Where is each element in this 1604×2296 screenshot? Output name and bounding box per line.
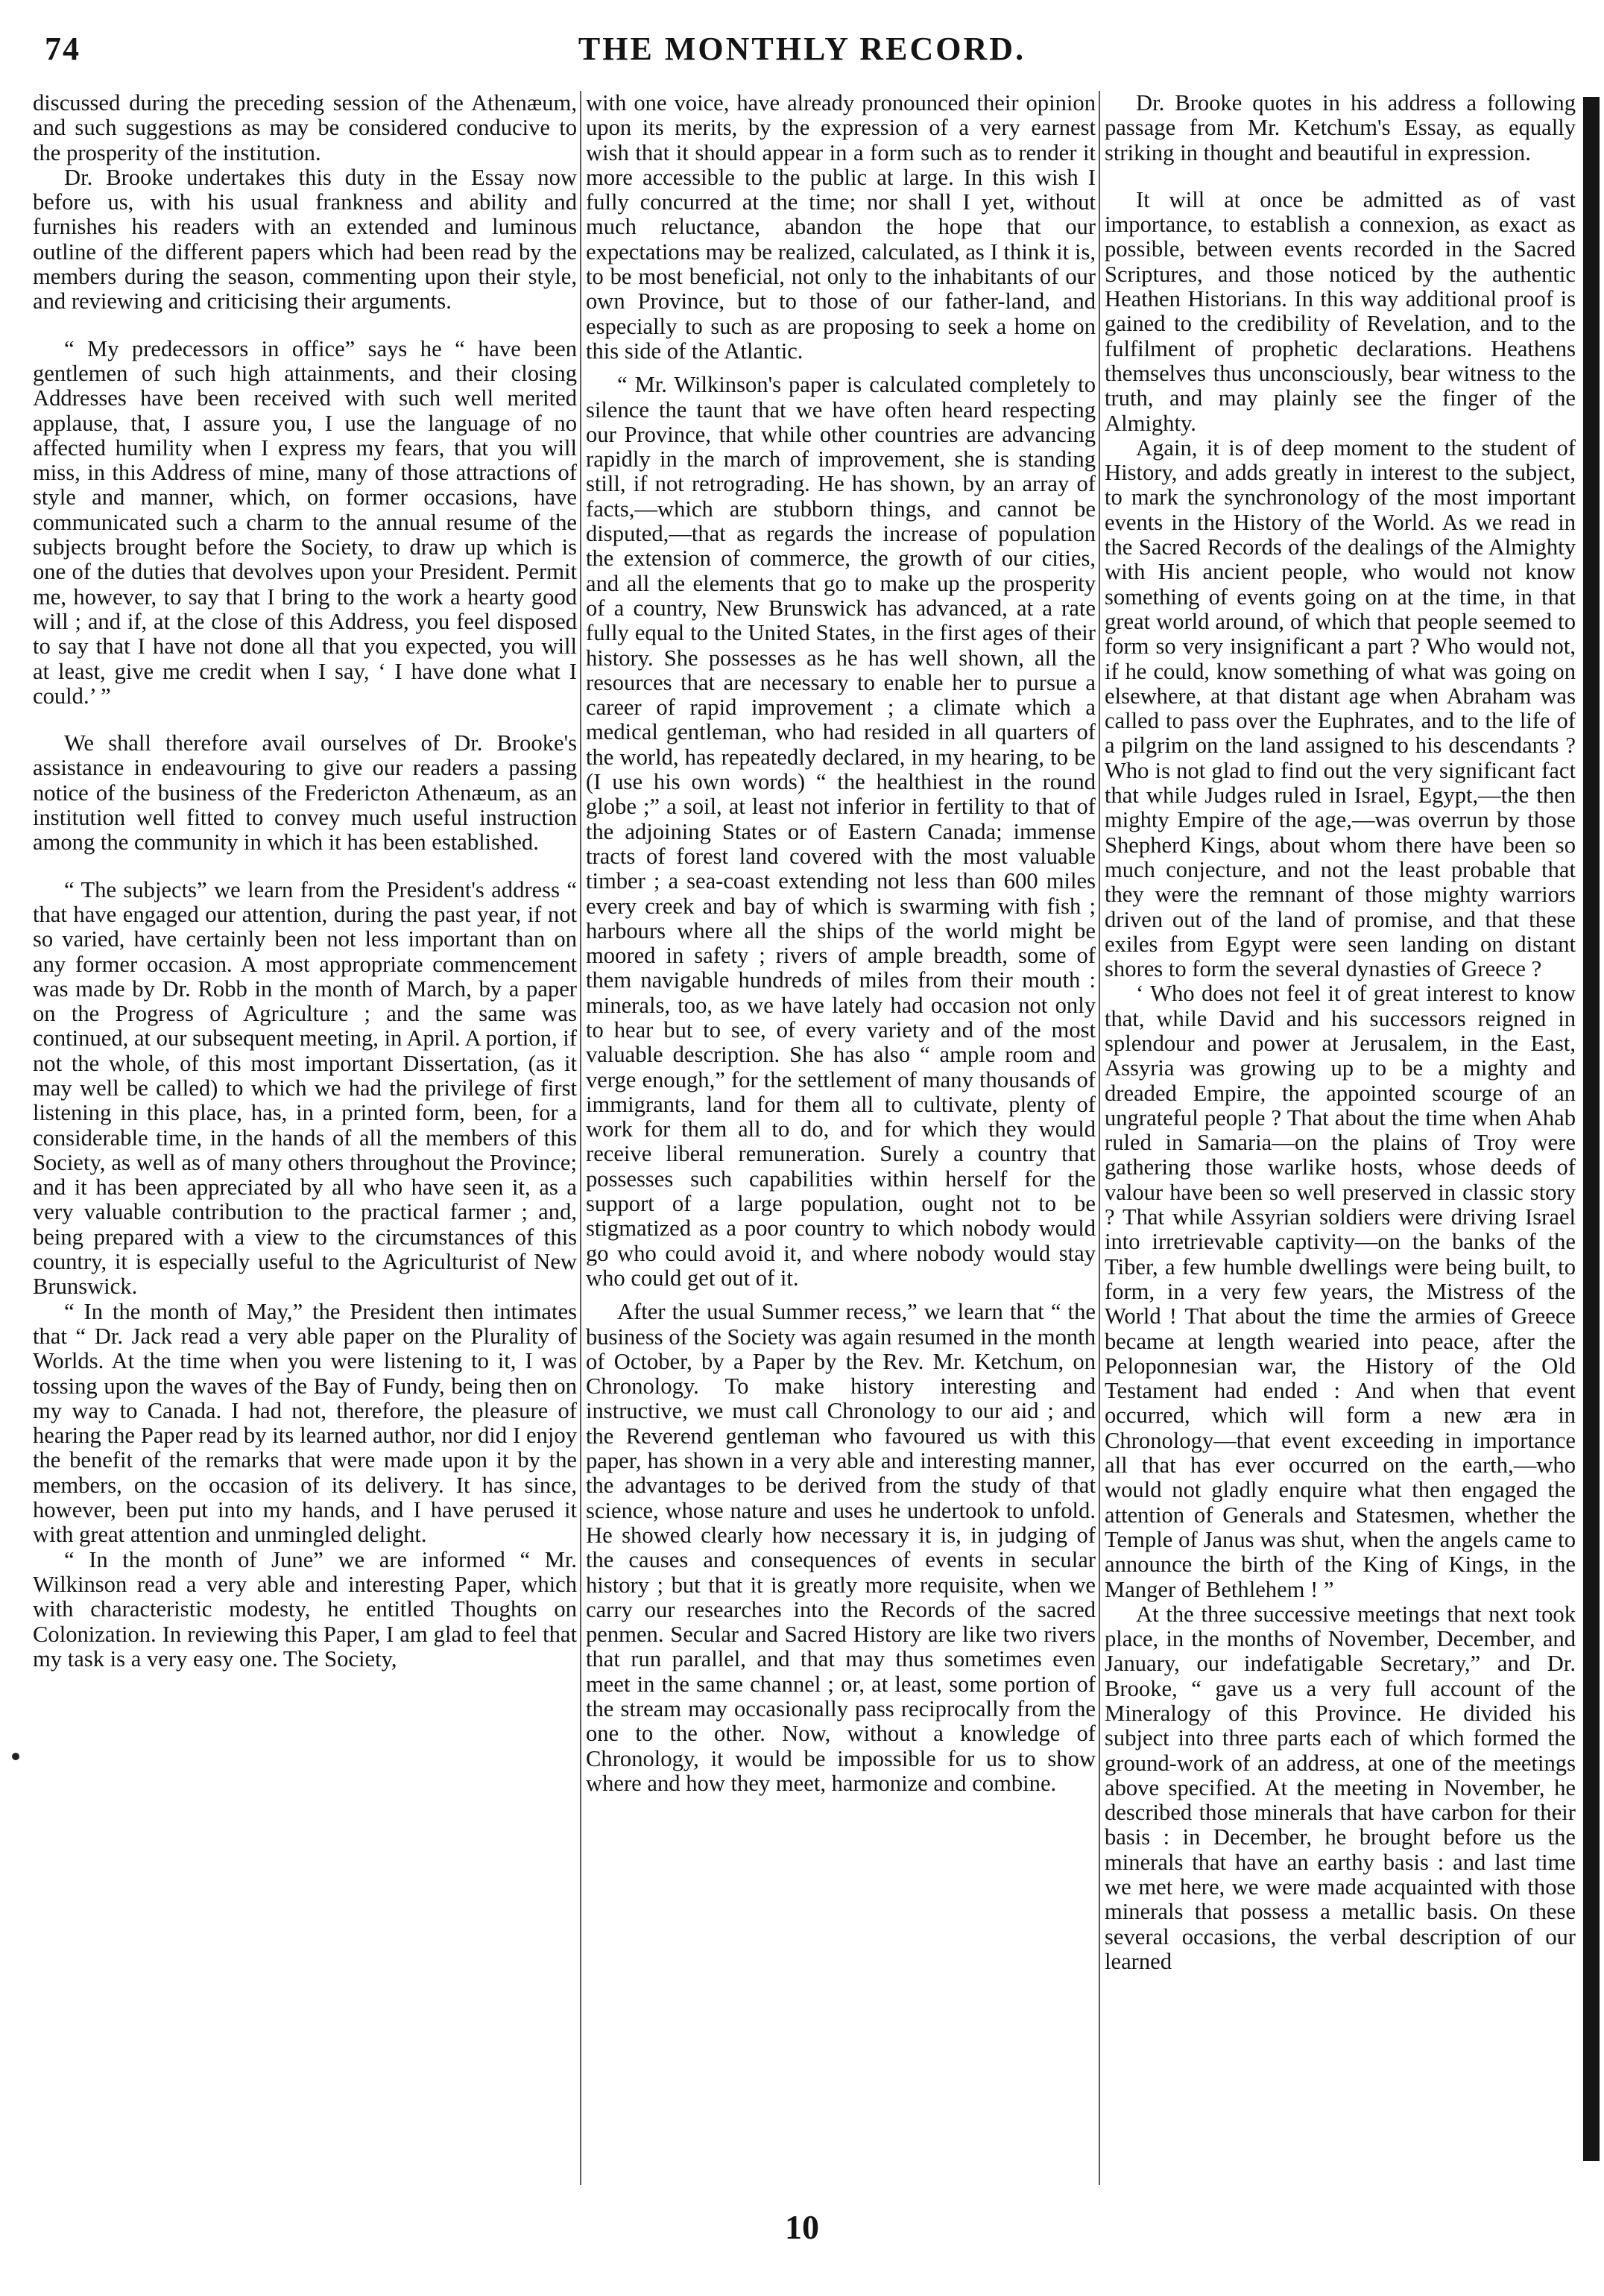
- column-rule-right: [1099, 91, 1100, 2185]
- paragraph: discussed during the preceding session of the Athenæum, and such suggestions as may be considered conducive to the prosperity of the institution.: [33, 91, 577, 165]
- paragraph: At the three successive meetings that next took place, in the months of November, December, and January, our indefatigable Secretary,” and Dr. Brooke, “ gave us a very full account of the Mineralogy of this Province. He divided his subject into three parts each of which formed the ground-work of an address, at one of the meetings above specified. At the meeting in November, he described those minerals that have carbon for their basis : in December, he brought before us the minerals that have an earthy basis : and last time we met here, we were made acquainted with those minerals that possess a metallic basis. On these several occasions, the verbal description of our learned: [1105, 1601, 1576, 1974]
- paragraph: Dr. Brooke quotes in his address a following passage from Mr. Ketchum's Essay, as equally striking in thought and beautiful in expression.: [1105, 91, 1576, 165]
- quoted-paragraph: ‘ Who does not feel it of great interest to know that, while David and his successors reigned in splendour and power at Jerusalem, in the East, Assyria was growing up to be a mighty and dreaded Empire, the appointed scourge of an ungrateful people ? That about the time when Ahab ruled in Samaria—on the plains of Troy were gathering those warlike hosts, whose deeds of valour have been so well preserved in classic story ? That while Assyrian soldiers were driving Israel into irretrievable captivity—on the banks of the Tiber, a few humble dwellings were being built, to form, in a very few years, the Mistress of the World ! That about the time the armies of Greece became at length wearied into peace, after the Peloponnesian war, the History of the Old Testament had ended : And when that event occurred, which will form a new æra in Chronology—that event exceeding in importance all that has ever occurred on the earth,—who would not gladly enquire what then engaged the attention of Generals and Statesmen, whether the Temple of Janus was shut, when the angels came to announce the birth of the King of Kings, in the Manger of Bethlehem ! ”: [1105, 981, 1576, 1602]
- quoted-paragraph: “ Mr. Wilkinson's paper is calculated completely to silence the taunt that we have often heard respecting our Province, that while other countries are advancing rapidly in the march of improvement, she is standing still, if not retrograding. He has shown, by an array of facts,—which are stubborn things, and cannot be disputed,—that as regards the increase of population the extension of commerce, the growth of our cities, and all the elements that go to make up the prosperity of a country, New Brunswick has advanced, at a rate fully equal to the United States, in the first ages of their history. She possesses as he has well shown, all the resources that are necessary to enable her to pursue a career of rapid improvement ; a climate which a medical gentleman, who had resided in all quarters of the world, has repeatedly declared, in my hearing, to be (I use his own words) “ the healthiest in the round globe ;” a soil, at least not inferior in fertility to that of the adjoining States or of Eastern Canada; immense tracts of forest land covered with the most valuable timber ; a sea-coast extending not less than 600 miles every creek and bay of which is swarming with fish ; harbours where all the ships of the world might be moored in safety ; rivers of ample breadth, some of them navigable hundreds of miles from their mouth : minerals, too, as we have lately had occasion not only to hear but to see, of every variety and of the most valuable description. She has also “ ample room and verge enough,” for the settlement of many thousands of immigrants, land for them all to cultivate, plenty of work for them all to do, and for which they would receive liberal remuneration. Surely a country that possesses such capabilities within herself for the support of a large population, ought not to be stigmatized as a poor country to which nobody would go who could avoid it, and where nobody would stay who could get out of it.: [586, 372, 1096, 1291]
- quoted-paragraph: “ My predecessors in office” says he “ have been gentlemen of such high attainments, and their closing Addresses have been received with such well merited applause, that, I assure you, I use the language of no affected humility when I express my fears, that you will miss, in this Address of mine, many of those attractions of style and manner, which, on former occasions, have communicated such a charm to the annual resume of the subjects brought before the Society, to draw up which is one of the duties that devolves upon your President. Permit me, however, to say that I bring to the work a hearty good will ; and if, at the close of this Address, you feel disposed to say that I have not done all that you expected, you will at least, give me credit when I say, ‘ I have done what I could.’ ”: [33, 335, 577, 709]
- quoted-paragraph: Again, it is of deep moment to the student of History, and adds greatly in interest to the subject, to mark the synchronology of the most important events in the History of the World. As we read in the Sacred Records of the dealings of the Almighty with His ancient people, who would not know something of events going on at the time, in that great world around, of which that people seemed to form so very insignificant a part ? Who would not, if he could, know something of what was going on elsewhere, at that distant age when Abraham was called to pass over the Euphrates, and to the life of a pilgrim on the land assigned to his descendants ? Who is not glad to find out the very significant fact that while Judges ruled in Israel, Egypt,—the then mighty Empire of the age,—was overrun by those Shepherd Kings, about whom there have been so much conjecture, and not the least probable that they were the remnant of those mighty warriors driven out of the land of promise, and that these exiles from Egypt were seen landing on distant shores to form the several dynasties of Greece ?: [1105, 434, 1576, 982]
- running-head: THE MONTHLY RECORD.: [578, 31, 1026, 67]
- paragraph: After the usual Summer recess,” we learn that “ the business of the Society was again resumed in the month of October, by a Paper by the Rev. Mr. Ketchum, on Chronology. To make history interesting and instructive, we must call Chronology to our aid ; and the Reverend gentleman who favoured us with this paper, has shown in a very able and interesting manner, the advantages to be derived from the study of that science, whose nature and uses he undertook to unfold. He showed clearly how necessary it is, in judging of the causes and consequences of events in secular history ; but that it is greatly more requisite, when we carry our researches into the Records of the sacred penmen. Secular and Sacred History are like two rivers that run parallel, and that may thus sometimes even meet in the same channel ; or, at least, some portion of the stream may occasionally pass reciprocally from the one to the other. Now, without a knowledge of Chronology, it would be impossible for us to show where and how they meet, harmonize and combine.: [586, 1299, 1096, 1796]
- scan-edge-shadow: [1583, 97, 1600, 2161]
- text-column-3: [1105, 91, 1576, 2185]
- column-rule-left: [580, 91, 581, 2185]
- text-column-1: [33, 91, 577, 2185]
- quoted-paragraph: “ In the month of June” we are informed “ Mr. Wilkinson read a very able and interesting Paper, which with characteristic modesty, he entitled Thoughts on Colonization. In reviewing this Paper, I am glad to feel that my task is a very easy one. The Society,: [33, 1546, 577, 1672]
- quoted-paragraph: “ The subjects” we learn from the President's address “ that have engaged our attention, during the past year, if not so varied, have certainly been not less important than on any former occasion. A most appropriate commencement was made by Dr. Robb in the month of March, by a paper on the Progress of Agriculture ; and the same was continued, at our subsequent meeting, in April. A portion, if not the whole, of this most important Dissertation, (as it may well be called) to which we had the privilege of first listening in this place, has, in a printed form, been, for a considerable time, in the hands of all the members of this Society, as well as of many others throughout the Province; and it has been appreciated by all who have seen it, as a very valuable contribution to the practical farmer ; and, being prepared with a view to the circumstances of this country, it is especially useful to the Agriculturist of New Brunswick.: [33, 876, 577, 1300]
- quoted-paragraph: with one voice, have already pronounced their opinion upon its merits, by the expression of a very earnest wish that it should appear in a form such as to render it more accessible to the public at large. In this wish I fully concurred at the time; nor shall I yet, without much reluctance, abandon the hope that our expectations may be realized, calculated, as I think it is, to be most beneficial, not only to the inhabitants of our own Province, but to those of our father-land, and especially to such as are proposing to seek a home on this side of the Atlantic.: [586, 91, 1096, 364]
- text-column-2: [586, 91, 1096, 2185]
- page-number: 74: [45, 31, 80, 67]
- scan-margin-mark: [12, 1753, 19, 1760]
- paragraph: Dr. Brooke undertakes this duty in the Essay now before us, with his usual frankness and ability and furnishes his readers with an extended and luminous outline of the different papers which had been read by the members during the season, commenting upon their style, and reviewing and criticising their arguments.: [33, 164, 577, 314]
- quoted-paragraph: It will at once be admitted as of vast importance, to establish a connexion, as exact as possible, between events recorded in the Sacred Scriptures, and those noticed by the authentic Heathen Historians. In this way additional proof is gained to the credibility of Revelation, and to the fulfilment of prophetic declarations. Heathens themselves thus unconsciously, bear witness to the truth, and may plainly see the finger of the Almighty.: [1105, 186, 1576, 436]
- paragraph: We shall therefore avail ourselves of Dr. Brooke's assistance in endeavouring to give our readers a passing notice of the business of the Fredericton Athenæum, as an institution well fitted to convey much useful instruction among the community in which it has been established.: [33, 730, 577, 856]
- quoted-paragraph: “ In the month of May,” the President then intimates that “ Dr. Jack read a very able paper on the Plurality of Worlds. At the time when you were listening to it, I was tossing upon the waves of the Bay of Fundy, being then on my way to Canada. I had not, therefore, the pleasure of hearing the Paper read by its learned author, nor did I enjoy the benefit of the remarks that were made upon it by the members, on the occasion of its delivery. It has since, however, been put into my hands, and I have perused it with great attention and unmingled delight.: [33, 1298, 577, 1548]
- folio: 10: [785, 2208, 819, 2246]
